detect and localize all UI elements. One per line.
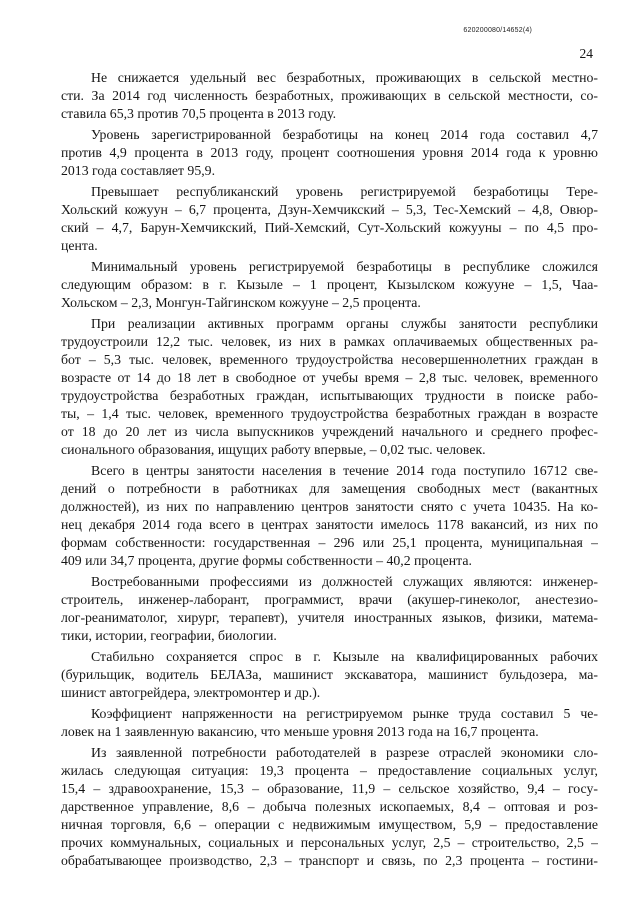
text-line: ты, – 1,4 тыс. человек, временного трудоустройства безработных граждан в возрасте [61, 406, 598, 421]
text-line: ставила 65,3 против 70,5 процента в 2013 году. [61, 106, 337, 121]
paragraph [61, 705, 598, 741]
text-line: обрабатывающее производство, 2,3 – транспорт и связь, по 2,3 процента – гостини- [61, 853, 598, 868]
text-line: Минимальный уровень регистрируемой безработицы в республике сложился [91, 259, 598, 274]
text-line: бот – 5,3 тыс. человек, временного трудоустройства несовершеннолетних граждан в [61, 352, 598, 367]
text-line: прочих коммунальных, социальных и персональных услуг, 2,5 – строительство, 2,5 – [61, 835, 598, 850]
text-line: Не снижается удельный вес безработных, проживающих в сельской местно- [91, 70, 598, 85]
text-line: Хольском – 2,3, Монгун-Тайгинском кожууне – 2,5 процента. [61, 295, 421, 310]
paragraph [61, 183, 598, 255]
text-line: сионального образования, ищущих работу впервые, – 0,02 тыс. человек. [61, 442, 486, 457]
text-line: шинист автогрейдера, электромонтер и др.). [61, 685, 321, 700]
text-line: 15,4 – здравоохранение, 15,3 – образование, 11,9 – сельское хозяйство, 9,4 – госу- [61, 781, 598, 796]
text-line: жилась следующая ситуация: 19,3 процента – предоставление социальных услуг, [61, 763, 598, 778]
text-line: Коэффициент напряженности на регистрируемом рынке труда составил 5 че- [91, 706, 598, 721]
text-line: Стабильно сохраняется спрос в г. Кызыле на квалифицированных рабочих [91, 649, 598, 664]
text-line: (бурильщик, водитель БЕЛАЗа, машинист экскаватора, машинист бульдозера, ма- [61, 667, 598, 682]
text-line: цента. [61, 238, 98, 253]
text-line: ский – 4,7, Барун-Хемчикский, Пий-Хемский, Сут-Хольский кожууны – по 4,5 про- [61, 220, 598, 235]
paragraph [61, 69, 598, 123]
paragraph [61, 315, 598, 459]
paragraph [61, 462, 598, 570]
text-line: нец декабря 2014 года всего в центрах занятости имелось 1178 вакансий, из них по [61, 517, 598, 532]
text-line: 2013 года составляет 95,9. [61, 163, 216, 178]
text-line: возрасте от 14 до 18 лет в свободное от учебы время – 2,8 тыс. человек, временного [61, 370, 598, 385]
text-line: строитель, инженер-лаборант, программист, врачи (акушер-гинеколог, анестезио- [61, 592, 598, 607]
paragraph [61, 744, 598, 870]
text-line: дарственное управление, 8,6 – добыча полезных ископаемых, 8,4 – оптовая и роз- [61, 799, 598, 814]
text-line: от 18 до 20 лет из числа выпускников учреждений начального и среднего профес- [61, 424, 598, 439]
paragraph [61, 258, 598, 312]
text-line: ничная торговля, 6,6 – операции с недвижимым имуществом, 5,9 – предоставление [61, 817, 598, 832]
text-line: формам собственности: государственная – 296 или 25,1 процента, муниципальная – [61, 535, 598, 550]
paragraph [61, 126, 598, 180]
text-line: Хольский кожуун – 6,7 процента, Дзун-Хемчикский – 5,3, Тес-Хемский – 4,8, Овюр- [61, 202, 598, 217]
text-line: тики, истории, географии, биологии. [61, 628, 277, 643]
text-line: следующим образом: в г. Кызыле – 1 процент, Кызылском кожууне – 1,5, Чаа- [61, 277, 598, 292]
body-text [61, 69, 598, 873]
paragraph [61, 573, 598, 645]
text-line: должностей), из них по направлению центров занятости снято с учета 10435. На ко- [61, 499, 598, 514]
text-line: Всего в центры занятости населения в течение 2014 года поступило 16712 све- [91, 463, 598, 478]
text-line: Востребованными профессиями из должностей служащих являются: инженер- [91, 574, 598, 589]
text-line: против 4,9 процента в 2013 году, процент соотношения уровня 2014 года к уровню [61, 145, 598, 160]
page-number: 24 [579, 46, 593, 61]
document-id: 620200080/14652(4) [463, 27, 532, 34]
text-line: Из заявленной потребности работодателей в разрезе отраслей экономики сло- [91, 745, 598, 760]
paragraph [61, 648, 598, 702]
text-line: сти. За 2014 год численность безработных, проживающих в сельской местности, со- [61, 88, 598, 103]
text-line: ловек на 1 заявленную вакансию, что меньше уровня 2013 года на 16,7 процента. [61, 724, 539, 739]
text-line: лог-реаниматолог, хирург, терапевт), учителя иностранных языков, физики, матема- [61, 610, 598, 625]
text-line: При реализации активных программ органы службы занятости республики [91, 316, 598, 331]
text-line: Уровень зарегистрированной безработицы на конец 2014 года составил 4,7 [91, 127, 598, 142]
text-line: дений о потребности в работниках для замещения свободных мест (вакантных [61, 481, 598, 496]
text-line: трудоустроили 12,2 тыс. человек, из них в рамках оплачиваемых общественных ра- [61, 334, 598, 349]
text-line: трудоустройства безработных граждан, испытывающих трудности в поиске рабо- [61, 388, 598, 403]
text-line: 409 или 34,7 процента, другие формы собственности – 40,2 процента. [61, 553, 472, 568]
text-line: Превышает республиканский уровень регистрируемой безработицы Тере- [91, 184, 598, 199]
